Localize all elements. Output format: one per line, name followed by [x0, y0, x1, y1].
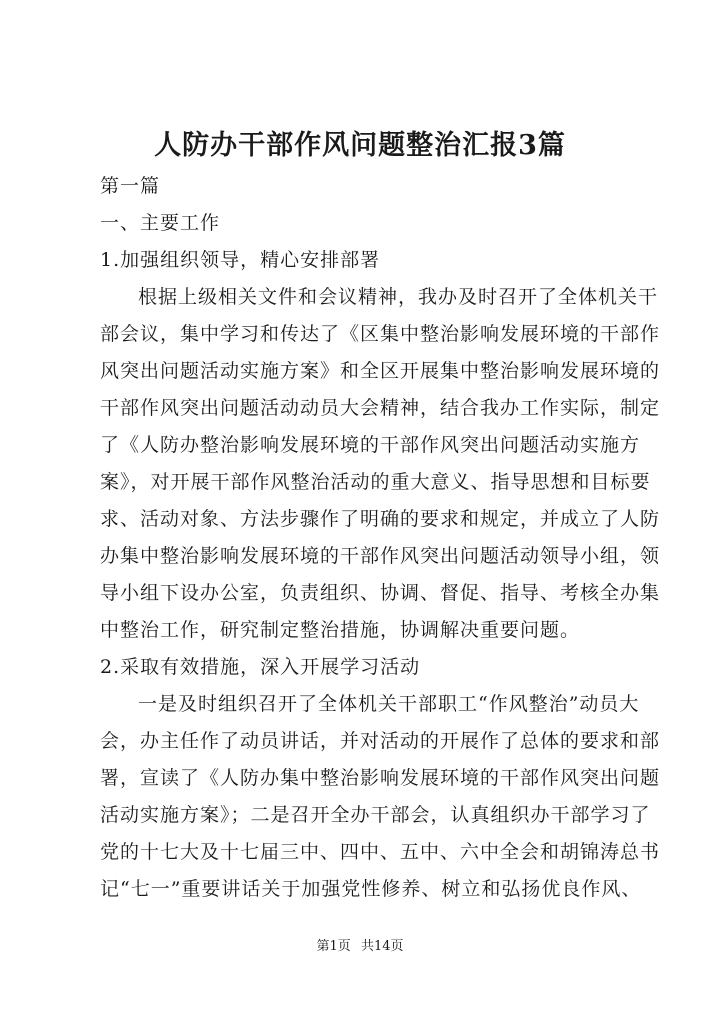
section-heading: 第一篇	[100, 175, 161, 197]
paragraph-line: 党的十七大及十七届三中、四中、五中、六中全会和胡锦涛总书	[100, 841, 661, 863]
document-title: 人防办干部作风问题整治汇报3篇	[154, 130, 566, 161]
subsection-heading: 一、主要工作	[100, 212, 221, 234]
paragraph-line: 求、活动对象、方法步骤作了明确的要求和规定，并成立了人防	[100, 508, 661, 530]
paragraph-line: 办集中整治影响发展环境的干部作风突出问题活动领导小组，领	[100, 545, 661, 567]
paragraph-line: 干部作风突出问题活动动员大会精神，结合我办工作实际，制定	[100, 397, 661, 419]
paragraph-line: 部会议，集中学习和传达了《区集中整治影响发展环境的干部作	[100, 323, 661, 345]
paragraph-line: 案》，对开展干部作风整治活动的重大意义、指导思想和目标要	[100, 471, 651, 493]
paragraph-line: 署，宣读了《人防办集中整治影响发展环境的干部作风突出问题	[100, 767, 661, 789]
paragraph-line: 导小组下设办公室，负责组织、协调、督促、指导、考核全办集	[100, 582, 661, 604]
paragraph-line: 中整治工作，研究制定整治措施，协调解决重要问题。	[100, 619, 581, 641]
page-total: 共14页	[360, 939, 404, 954]
page-footer	[0, 937, 720, 957]
item-heading: 2.采取有效措施，深入开展学习活动	[100, 656, 421, 678]
paragraph-line: 根据上级相关文件和会议精神，我办及时召开了全体机关干	[138, 286, 659, 308]
paragraph-line: 了《人防办整治影响发展环境的干部作风突出问题活动实施方	[100, 434, 641, 456]
paragraph-line: 活动实施方案》；二是召开全办干部会，认真组织办干部学习了	[100, 804, 651, 826]
paragraph-line: 记“七一”重要讲话关于加强党性修养、树立和弘扬优良作风、	[100, 878, 642, 900]
item-heading: 1.加强组织领导，精心安排部署	[100, 249, 381, 271]
paragraph-line: 会，办主任作了动员讲话，并对活动的开展作了总体的要求和部	[100, 730, 661, 752]
paragraph-line: 风突出问题活动实施方案》和全区开展集中整治影响发展环境的	[100, 360, 661, 382]
page-number: 第1页	[316, 939, 351, 954]
document-body	[100, 168, 660, 908]
paragraph-line: 一是及时组织召开了全体机关干部职工“作风整治”动员大	[138, 693, 640, 715]
